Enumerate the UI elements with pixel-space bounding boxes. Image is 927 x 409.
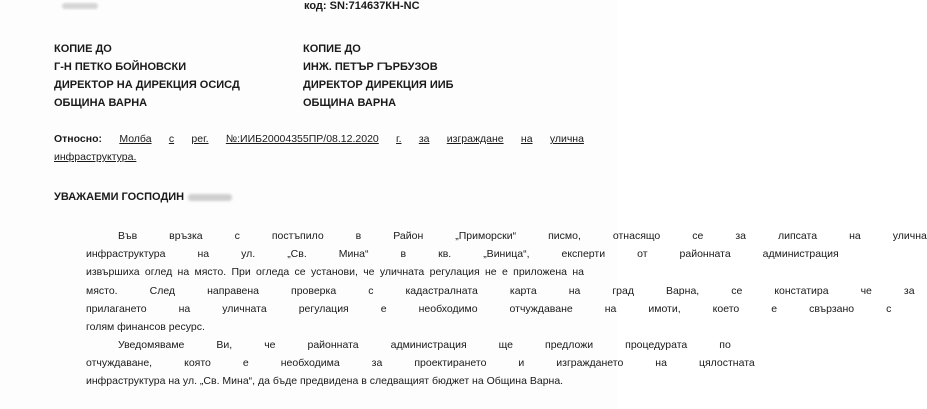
- paragraph-word: проверка: [291, 284, 337, 297]
- paragraph-line: [54, 354, 755, 372]
- paragraph-word: имоти,: [648, 302, 681, 315]
- paragraph-word: прилагането: [86, 302, 147, 315]
- paragraph-word: процедурата: [625, 339, 688, 351]
- code-label: код:: [304, 0, 327, 12]
- paragraph-text: голям финансов ресурс.: [86, 320, 205, 333]
- paragraph-word: отчуждаване: [509, 302, 573, 315]
- paragraph-word: свързано: [809, 302, 855, 315]
- paragraph-word: Ви,: [216, 339, 233, 351]
- paragraph-word: за: [371, 357, 383, 370]
- subject-line1: [54, 130, 584, 148]
- paragraph-word: и: [518, 357, 525, 370]
- paragraph-word: в: [355, 230, 362, 242]
- paragraph-word: предложи: [545, 339, 594, 351]
- subject-word: улична: [549, 133, 584, 145]
- paragraph-word: на: [197, 248, 210, 261]
- paragraph-word: в: [400, 248, 407, 261]
- paragraph-word: с: [886, 302, 892, 315]
- paragraph-word: кв.: [438, 248, 452, 261]
- paragraph-word: на: [178, 302, 191, 315]
- code-value: SN:714637КН-NC: [329, 0, 420, 12]
- copy-to-right: [303, 40, 454, 112]
- subject-label: Относно:: [54, 133, 103, 145]
- paragraph-word: районната: [679, 248, 731, 261]
- subject-word: с: [168, 133, 175, 145]
- paragraph-word: улична: [892, 230, 927, 242]
- paragraph-word: че: [860, 284, 872, 297]
- paragraph-line: [54, 227, 927, 245]
- copy-right-line2: ИНЖ. ПЕТЪР ГЪРБУЗОВ: [303, 61, 438, 73]
- paragraph-line: [54, 245, 839, 263]
- paragraph-word: „Виница“,: [483, 248, 530, 261]
- paragraph-word: администрация: [390, 339, 467, 351]
- paragraph-word: което: [712, 302, 740, 315]
- subject-word: на: [520, 133, 533, 145]
- paragraph-word: писмо,: [548, 230, 581, 242]
- copy-to-left: [54, 40, 240, 112]
- paragraph-word: цялостната: [698, 357, 755, 370]
- copy-left-line4: ОБЩИНА ВАРНА: [54, 97, 148, 109]
- paragraph-word: инфраструктура: [86, 248, 166, 261]
- copy-left-line1: КОПИЕ ДО: [54, 43, 112, 55]
- paragraph-text: извършиха оглед на място. При огледа се установи, че уличната регулация не е приложена на: [86, 266, 584, 279]
- paragraph-word: е: [380, 302, 387, 315]
- paragraph-word: е: [242, 357, 249, 370]
- paragraph-word: необходима: [280, 357, 340, 370]
- paragraph-word: уличната: [222, 302, 267, 315]
- paragraph-word: кадастралната: [405, 284, 478, 297]
- paragraph-word: постъпило: [271, 230, 324, 242]
- paragraph-line: [54, 300, 892, 318]
- paragraph-word: отчуждаване,: [86, 357, 153, 370]
- paragraph-word: необходимо: [418, 302, 478, 315]
- paragraph-word: След: [149, 284, 176, 297]
- paragraph-word: с: [234, 230, 240, 242]
- document-code: [304, 0, 420, 12]
- copy-right-line3: ДИРЕКТОР ДИРЕКЦИЯ ИИБ: [303, 79, 454, 91]
- paragraph-word: за: [903, 284, 915, 297]
- paragraph-word: „Приморски“: [455, 230, 517, 242]
- paragraph-word: на: [568, 284, 581, 297]
- paragraph-text: инфраструктура на ул. „Св. Мина“, да бъде предвидена в следващият бюджет на Община Варна.: [86, 375, 564, 388]
- paragraph-word: направена: [207, 284, 260, 297]
- paragraph-2: [54, 336, 755, 391]
- paragraph-line: [54, 318, 584, 336]
- subject-word: Молба: [119, 133, 152, 145]
- paragraph-word: Район: [393, 230, 424, 242]
- paragraph-word: от: [637, 248, 648, 261]
- paragraph-word: с: [368, 284, 374, 297]
- paragraph-word: на: [849, 230, 861, 242]
- paragraph-line: [54, 282, 915, 300]
- paragraph-word: която: [184, 357, 211, 370]
- paragraph-word: изграждането: [556, 357, 624, 370]
- paragraph-word: Варна,: [665, 284, 700, 297]
- paragraph-line: [54, 336, 731, 354]
- copy-right-line1: КОПИЕ ДО: [303, 43, 361, 55]
- greeting-text: УВАЖАЕМИ ГОСПОДИН: [54, 191, 185, 203]
- paragraph-word: Уведомяваме: [118, 339, 185, 351]
- paragraph-word: е: [771, 302, 778, 315]
- paragraph-word: на: [604, 302, 617, 315]
- paragraph-word: карта: [509, 284, 537, 297]
- subject-line2: инфраструктура.: [54, 151, 137, 163]
- paragraph-word: Във: [118, 230, 138, 242]
- paragraph-word: че: [264, 339, 276, 351]
- paragraph-word: липсата: [778, 230, 818, 242]
- paragraph-word: Мина“: [338, 248, 369, 261]
- paragraph-1: [54, 227, 927, 336]
- paragraph-word: се: [731, 284, 743, 297]
- paragraph-word: констатира: [774, 284, 829, 297]
- paragraph-word: връзка: [169, 230, 203, 242]
- copy-left-line3: ДИРЕКТОР НА ДИРЕКЦИЯ ОСИСД: [54, 79, 240, 91]
- paragraph-word: място.: [86, 284, 118, 297]
- subject-word: рег.: [191, 133, 209, 145]
- subject-block: [54, 130, 584, 166]
- copy-left-line2: Г-Н ПЕТКО БОЙНОВСКИ: [54, 61, 187, 73]
- paragraph-word: „Св.: [287, 248, 307, 261]
- paragraph-word: ще: [498, 339, 514, 351]
- paragraph-word: ул.: [241, 248, 256, 261]
- paragraph-word: се: [692, 230, 704, 242]
- greeting: [54, 191, 232, 203]
- paragraph-line: [54, 263, 584, 281]
- paragraph-word: отнасящо: [612, 230, 661, 242]
- subject-word: г.: [396, 133, 402, 145]
- paragraph-word: за: [735, 230, 746, 242]
- redacted-header-text: [62, 3, 98, 9]
- subject-word: изграждане: [446, 133, 504, 145]
- paragraph-word: администрация: [762, 248, 839, 261]
- subject-word: за: [418, 133, 430, 145]
- paragraph-word: районната: [307, 339, 359, 351]
- paragraph-word: регулация: [298, 302, 349, 315]
- paragraph-word: на: [655, 357, 667, 370]
- copy-right-line4: ОБЩИНА ВАРНА: [303, 97, 397, 109]
- redacted-name: [188, 194, 232, 201]
- paragraph-line: [54, 372, 584, 390]
- paragraph-word: проектирането: [414, 357, 487, 370]
- paragraph-word: експерти: [561, 248, 606, 261]
- subject-word: №:ИИБ20004355ПР/08.12.2020: [225, 133, 379, 145]
- paragraph-word: по: [719, 339, 731, 351]
- paragraph-word: град: [612, 284, 634, 297]
